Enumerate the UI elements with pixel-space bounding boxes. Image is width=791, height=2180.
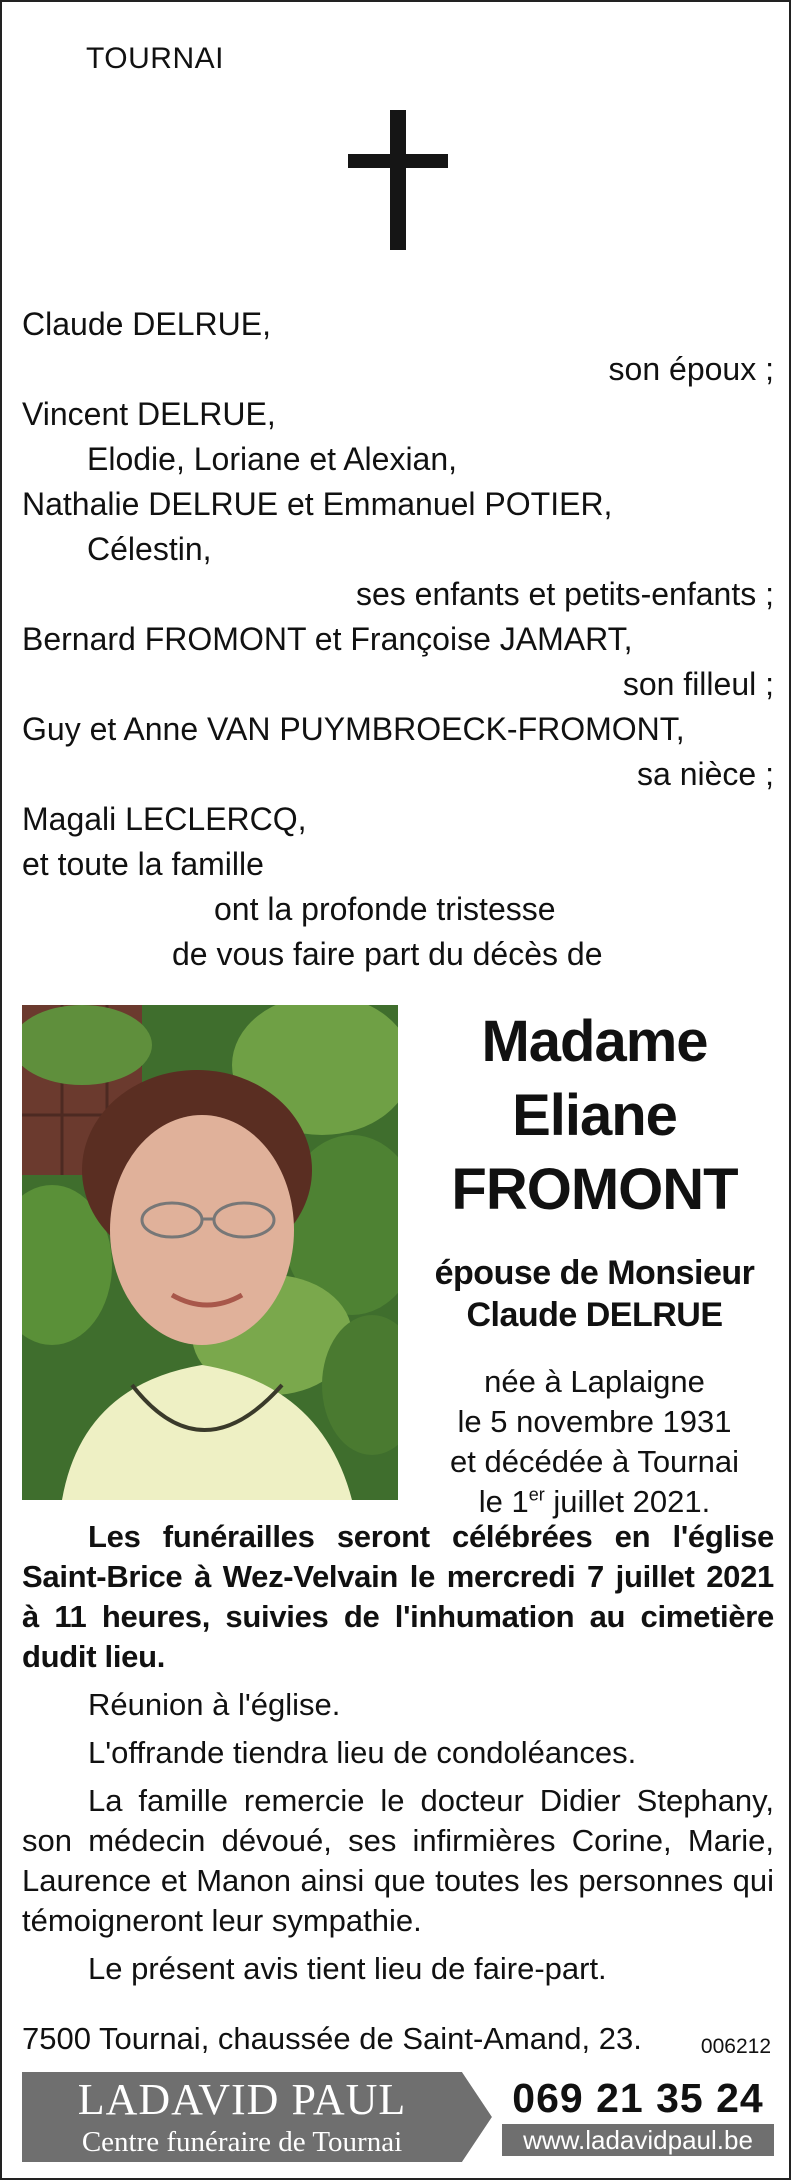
family-line: Nathalie DELRUE et Emmanuel POTIER, xyxy=(22,486,613,522)
deceased-last-name: FROMONT xyxy=(451,1157,738,1222)
paragraph-reunion: Réunion à l'église. xyxy=(88,1687,341,1722)
funeral-home-contact xyxy=(502,2072,774,2162)
family-line: Vincent DELRUE, xyxy=(22,396,276,432)
deceased-title: Madame xyxy=(481,1009,708,1074)
deceased-first-name: Eliane xyxy=(512,1083,677,1148)
deceased-block xyxy=(407,1002,782,1522)
death-date: le 1er juillet 2021. xyxy=(478,1484,711,1519)
family-line: Elodie, Loriane et Alexian, xyxy=(87,441,458,477)
paragraph-thanks: La famille remercie le docteur Didier Stephany, son médecin dévoué, ses infirmières Corine, Marie, Laurence et Manon ainsi que toutes les personnes qui témoigneront leur sympathie. xyxy=(22,1783,774,1938)
funeral-home-name-panel xyxy=(22,2072,462,2162)
funeral-home-subtitle: Centre funéraire de Tournai xyxy=(81,2126,403,2158)
family-address: 7500 Tournai, chaussée de Saint-Amand, 23. xyxy=(22,2021,642,2056)
family-list xyxy=(22,302,774,977)
family-line: Célestin, xyxy=(87,531,212,567)
family-line: son filleul ; xyxy=(622,666,774,702)
funeral-home-brand: LADAVID PAUL xyxy=(77,2075,407,2124)
notice-body xyxy=(22,1517,774,2059)
town-heading: TOURNAI xyxy=(86,42,224,75)
family-line: sa nièce ; xyxy=(637,756,774,792)
arrow-divider-icon xyxy=(462,2072,502,2162)
reference-number: 006212 xyxy=(700,2035,771,2058)
funeral-home-website[interactable]: www.ladavidpaul.be xyxy=(502,2124,774,2156)
funeral-home-phone[interactable]: 069 21 35 24 xyxy=(512,2075,764,2121)
funeral-details: Les funérailles seront célébrées en l'église Saint-Brice à Wez-Velvain le mercredi 7 juillet 2021 à 11 heures, suivies de l'inhumation au cimetière dudit lieu. xyxy=(22,1519,774,1674)
paragraph-offering: L'offrande tiendra lieu de condoléances. xyxy=(88,1735,637,1770)
death-place: et décédée à Tournai xyxy=(450,1444,739,1479)
family-line: ses enfants et petits-enfants ; xyxy=(355,576,774,612)
portrait-photo xyxy=(22,1005,398,1500)
birth-place: née à Laplaigne xyxy=(484,1364,705,1399)
birth-date: le 5 novembre 1931 xyxy=(457,1404,732,1439)
spouse-line-2: Claude DELRUE xyxy=(466,1296,723,1334)
family-line: ont la profonde tristesse xyxy=(214,891,556,927)
cross-icon xyxy=(348,110,448,250)
spouse-line-1: épouse de Monsieur xyxy=(434,1254,755,1292)
family-line: de vous faire part du décès de xyxy=(172,936,603,972)
paragraph-notice: Le présent avis tient lieu de faire-part. xyxy=(88,1951,607,1986)
funeral-home-banner xyxy=(22,2072,774,2162)
family-line: Magali LECLERCQ, xyxy=(22,801,307,837)
family-line: Guy et Anne VAN PUYMBROECK-FROMONT, xyxy=(22,711,685,747)
family-line: Bernard FROMONT et Françoise JAMART, xyxy=(22,621,633,657)
family-line: Claude DELRUE, xyxy=(22,306,271,342)
family-line: et toute la famille xyxy=(22,846,264,882)
family-line: son époux ; xyxy=(608,351,774,387)
